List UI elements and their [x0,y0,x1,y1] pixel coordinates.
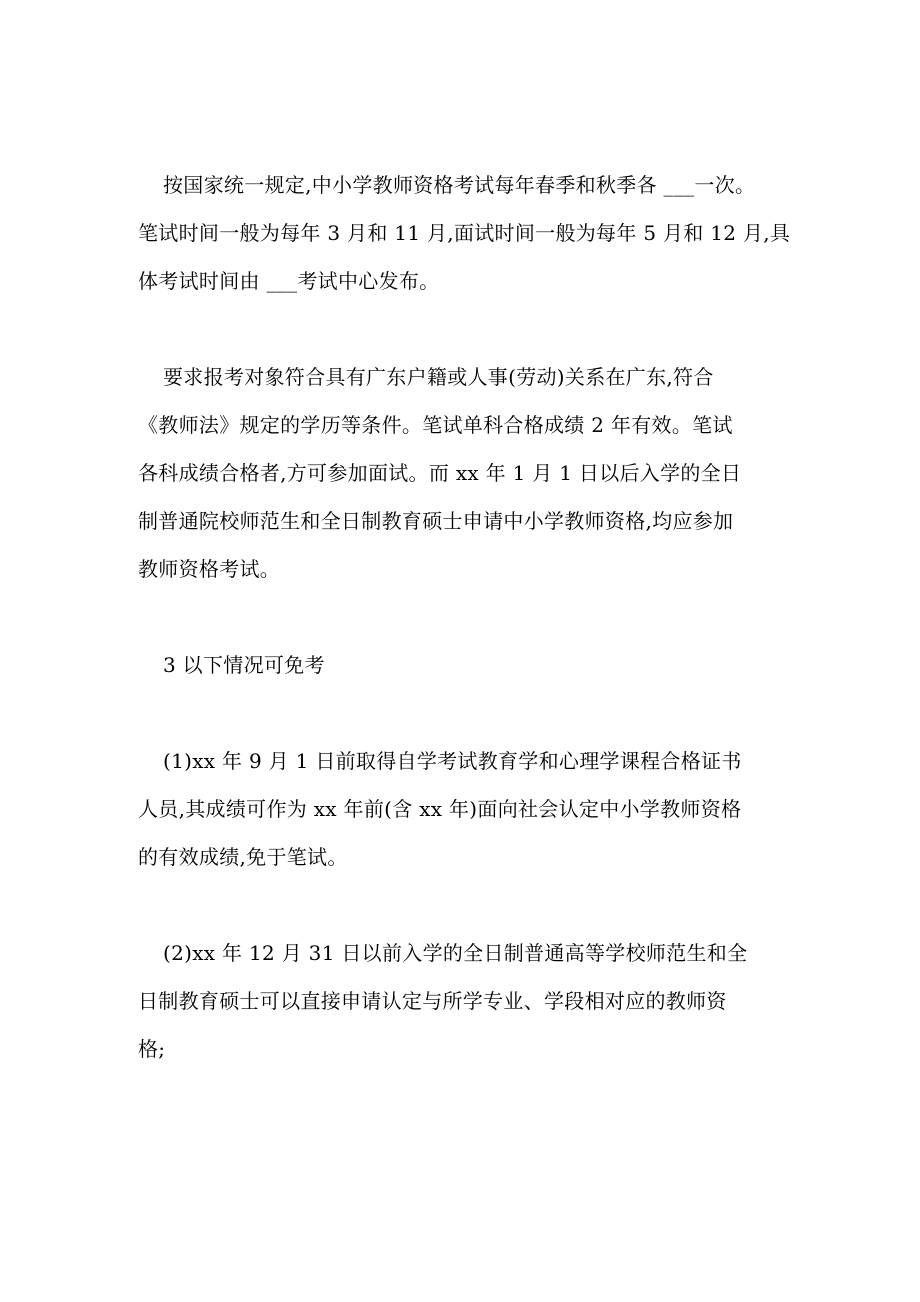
paragraph-5-line-3: 格; [138,1037,166,1061]
paragraph-1-line-3: 体考试时间由 ___考试中心发布。 [138,269,440,293]
paragraph-2-line-4: 制普通院校师范生和全日制教育硕士申请中小学教师资格,均应参加 [138,509,734,533]
paragraph-2-line-1: 要求报考对象符合具有广东户籍或人事(劳动)关系在广东,符合 [163,365,714,389]
paragraph-4-line-1: (1)xx 年 9 月 1 日前取得自学考试教育学和心理学课程合格证书 [163,749,742,773]
paragraph-2-line-2: 《教师法》规定的学历等条件。笔试单科合格成绩 2 年有效。笔试 [138,413,733,437]
paragraph-4-line-2: 人员,其成绩可作为 xx 年前(含 xx 年)面向社会认定中小学教师资格 [138,797,742,821]
paragraph-5-line-1: (2)xx 年 12 月 31 日以前入学的全日制普通高等学校师范生和全 [163,941,748,965]
paragraph-2-line-5: 教师资格考试。 [138,557,281,581]
paragraph-5-line-2: 日制教育硕士可以直接申请认定与所学专业、学段相对应的教师资 [138,989,727,1013]
paragraph-1-line-2: 笔试时间一般为每年 3 月和 11 月,面试时间一般为每年 5 月和 12 月,具 [138,221,791,245]
paragraph-4-line-3: 的有效成绩,免于笔试。 [138,845,348,869]
paragraph-1-line-1: 按国家统一规定,中小学教师资格考试每年春季和秋季各 ___一次。 [163,173,756,197]
section-heading: 3 以下情况可免考 [163,653,325,677]
paragraph-2-line-3: 各科成绩合格者,方可参加面试。而 xx 年 1 月 1 日以后入学的全日 [138,461,742,485]
